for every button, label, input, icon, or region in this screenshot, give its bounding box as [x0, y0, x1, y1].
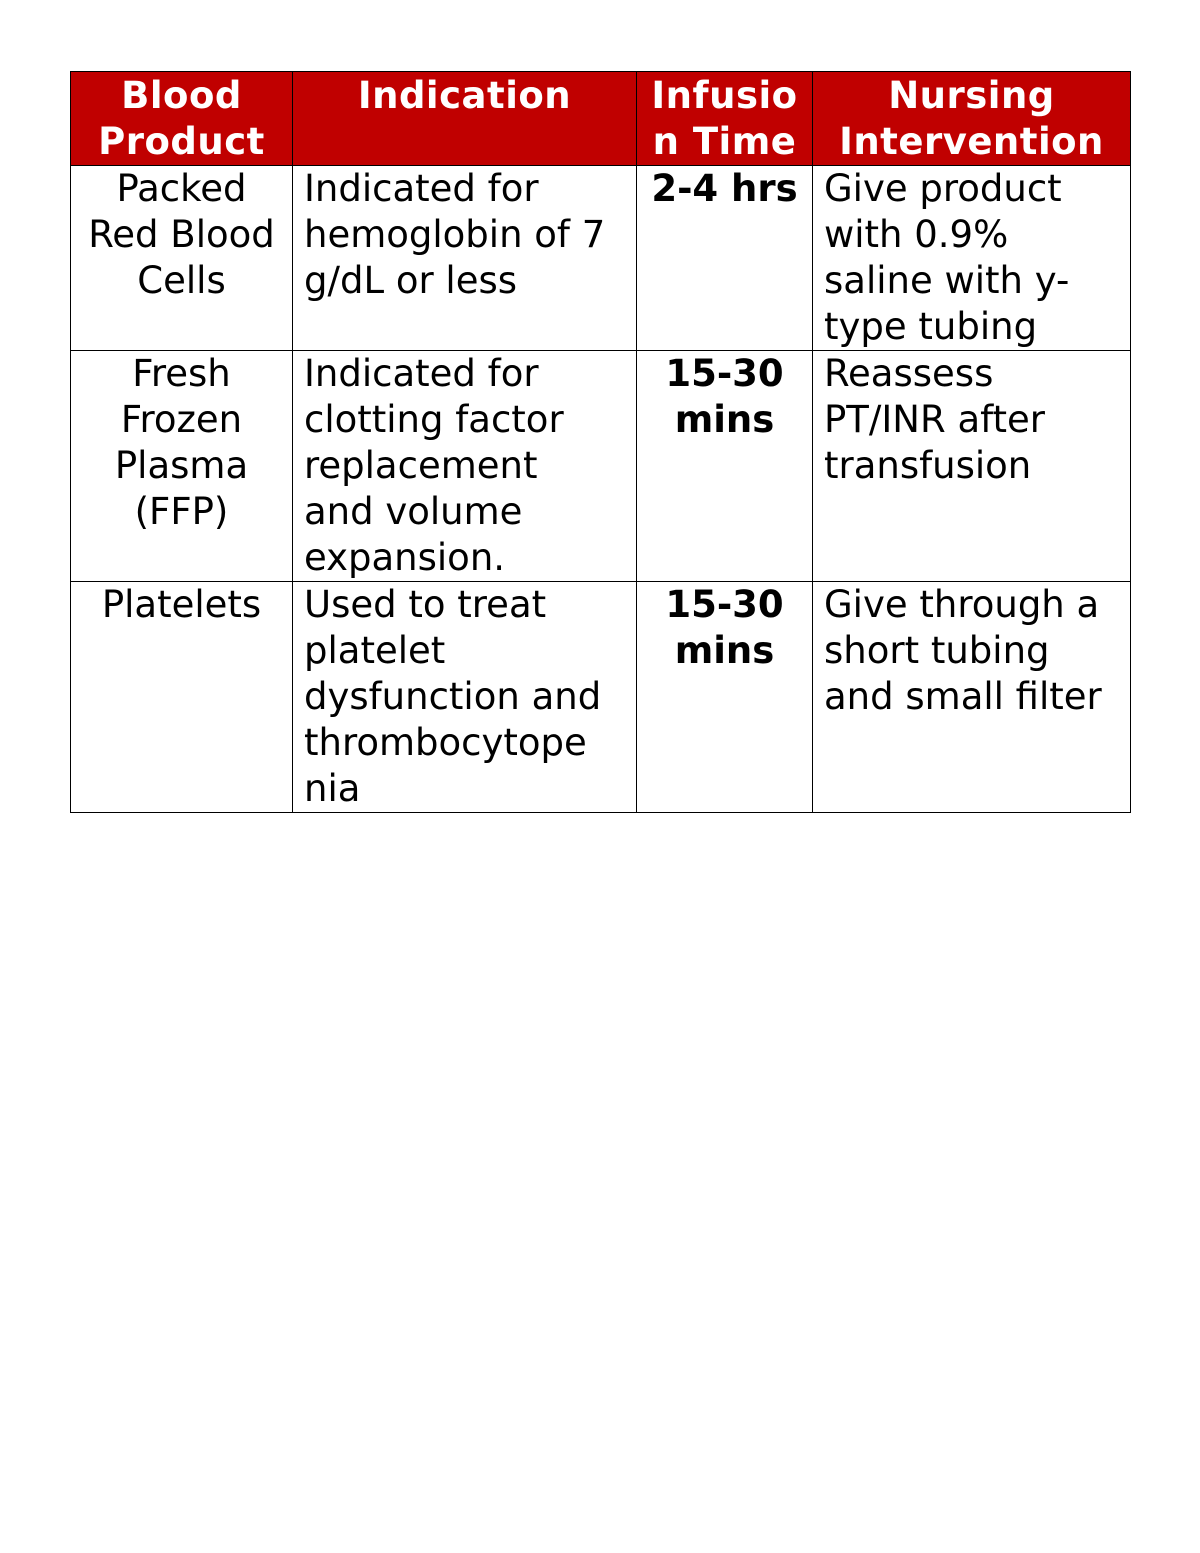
- product-cell: Packed Red Blood Cells: [71, 166, 293, 351]
- indication-cell: Indicated for clotting factor replacement and volume expansion.: [293, 351, 637, 582]
- header-nursing-intervention: Nursing Intervention: [813, 72, 1131, 166]
- intervention-cell: Give product with 0.9% saline with y- type tubing: [813, 166, 1131, 351]
- intervention-cell: Reassess PT/INR after transfusion: [813, 351, 1131, 582]
- header-infusion-time: Infusio n Time: [637, 72, 813, 166]
- infusion-time-cell: 15-30 mins: [637, 582, 813, 813]
- infusion-time-cell: 15-30 mins: [637, 351, 813, 582]
- product-cell: Platelets: [71, 582, 293, 813]
- table-header-row: [71, 72, 1131, 166]
- intervention-cell: Give through a short tubing and small filter: [813, 582, 1131, 813]
- table-row-fresh-frozen-plasma: [71, 351, 1131, 582]
- infusion-time-cell: 2-4 hrs: [637, 166, 813, 351]
- indication-cell: Used to treat platelet dysfunction and thrombocytope nia: [293, 582, 637, 813]
- indication-cell: Indicated for hemoglobin of 7 g/dL or less: [293, 166, 637, 351]
- header-indication: Indication: [293, 72, 637, 166]
- header-blood-product: Blood Product: [71, 72, 293, 166]
- table-row-platelets: [71, 582, 1131, 813]
- table-row-packed-red-blood-cells: [71, 166, 1131, 351]
- product-cell: Fresh Frozen Plasma (FFP): [71, 351, 293, 582]
- blood-product-table: [70, 71, 1131, 813]
